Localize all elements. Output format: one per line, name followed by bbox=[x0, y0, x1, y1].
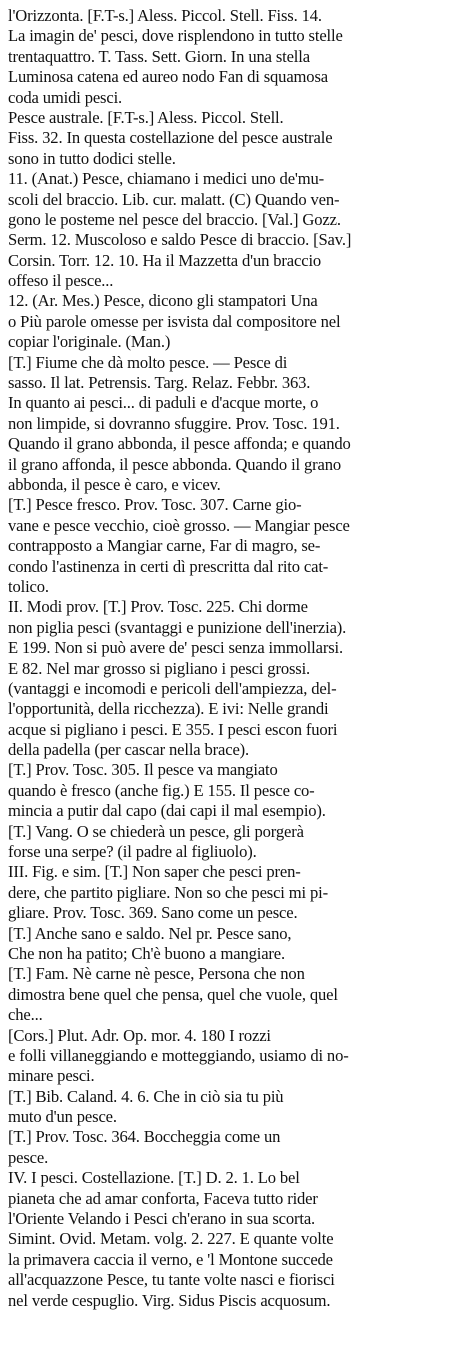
text-line: dimostra bene quel che pensa, quel che vuole, quel bbox=[8, 984, 338, 1004]
text-line bbox=[8, 1311, 462, 1331]
text-line: muto d'un pesce. bbox=[8, 1107, 117, 1127]
text-line: II. Modi prov. [T.] Prov. Tosc. 225. Chi dorme bbox=[8, 597, 308, 617]
text-line: Corsin. Torr. 12. 10. Ha il Mazzetta d'un braccio bbox=[8, 250, 322, 270]
text-line: condo l'astinenza in certi dì prescritta dal rito cat- bbox=[8, 556, 329, 576]
text-line: 11. (Anat.) Pesce, chiamano i medici uno de'mu- bbox=[8, 169, 325, 189]
text-line: IV. I pesci. Costellazione. [T.] D. 2. 1. Lo bel bbox=[8, 1168, 300, 1188]
text-line: e folli villaneggiando e motteggiando, usiamo di no- bbox=[8, 1045, 349, 1065]
text-line: [T.] Anche sano e saldo. Nel pr. Pesce sano, bbox=[8, 923, 292, 943]
text-line: [T.] Fiume che dà molto pesce. — Pesce di bbox=[8, 352, 288, 372]
text-line: mincia a putir dal capo (dai capi il mal esempio). bbox=[8, 801, 326, 821]
text-line: Serm. 12. Muscoloso e saldo Pesce di braccio. [Sav.] bbox=[8, 230, 352, 250]
text-line: scoli del braccio. Lib. cur. malatt. (C) Quando ven- bbox=[8, 189, 340, 209]
text-line: o Più parole omesse per isvista dal compositore nel bbox=[8, 311, 341, 331]
text-line: Simint. Ovid. Metam. volg. 2. 227. E quante volte bbox=[8, 1229, 334, 1249]
text-line: sasso. Il lat. Petrensis. Targ. Relaz. Febbr. 363. bbox=[8, 373, 311, 393]
text-line: gono le posteme nel pesce del braccio. [Val.] Gozz. bbox=[8, 209, 341, 229]
text-line: Che non ha patito; Ch'è buono a mangiare. bbox=[8, 943, 286, 963]
text-line: offeso il pesce... bbox=[8, 271, 114, 291]
text-line: E 199. Non si può avere de' pesci senza immollarsi. bbox=[8, 638, 343, 658]
text-line: [T.] Vang. O se chiederà un pesce, gli porgerà bbox=[8, 821, 304, 841]
text-line: all'acquazzone Pesce, tu tante volte nasci e fiorisci bbox=[8, 1270, 335, 1290]
text-line: [T.] Pesce fresco. Prov. Tosc. 307. Carne gio- bbox=[8, 495, 302, 515]
text-line: che... bbox=[8, 1005, 43, 1025]
text-line: [T.] Prov. Tosc. 364. Boccheggia come un bbox=[8, 1127, 281, 1147]
text-line: forse una serpe? (il padre al figliuolo). bbox=[8, 842, 257, 862]
text-line: [T.] Prov. Tosc. 305. Il pesce va mangiato bbox=[8, 760, 278, 780]
text-line: l'opportunità, della ricchezza). E ivi: Nelle grandi bbox=[8, 699, 329, 719]
text-line: non limpide, si dovranno sfuggire. Prov. Tosc. 191. bbox=[8, 413, 340, 433]
text-line: coda umidi pesci. bbox=[8, 87, 123, 107]
text-line: quando è fresco (anche fig.) E 155. Il pesce co- bbox=[8, 780, 315, 800]
text-line: In quanto ai pesci... di paduli e d'acque morte, o bbox=[8, 393, 319, 413]
text-line: [T.] Fam. Nè carne nè pesce, Persona che non bbox=[8, 964, 305, 984]
text-line: la primavera caccia il verno, e 'l Montone succede bbox=[8, 1249, 333, 1269]
text-line: minare pesci. bbox=[8, 1066, 95, 1086]
text-line: pianeta che ad amar conforta, Faceva tutto rider bbox=[8, 1188, 318, 1208]
text-line: trentaquattro. T. Tass. Sett. Giorn. In una stella bbox=[8, 46, 310, 66]
text-line: Pesce australe. [F.T-s.] Aless. Piccol. Stell. bbox=[8, 107, 284, 127]
text-line: [Cors.] Plut. Adr. Op. mor. 4. 180 I rozzi bbox=[8, 1025, 271, 1045]
text-line: copiar l'originale. (Man.) bbox=[8, 332, 171, 352]
text-line: della padella (per cascar nella brace). bbox=[8, 740, 250, 760]
text-line: vane e pesce vecchio, cioè grosso. — Mangiar pesce bbox=[8, 515, 350, 535]
text-line: dere, che partito pigliare. Non so che pesci mi pi- bbox=[8, 882, 328, 902]
text-line: III. Fig. e sim. [T.] Non saper che pesci pren- bbox=[8, 862, 301, 882]
text-line: acque si pigliano i pesci. E 355. I pesci escon fuori bbox=[8, 719, 338, 739]
text-line: il grano affonda, il pesce abbonda. Quando il grano bbox=[8, 454, 342, 474]
text-line: gliare. Prov. Tosc. 369. Sano come un pesce. bbox=[8, 903, 298, 923]
text-line: Luminosa catena ed aureo nodo Fan di squamosa bbox=[8, 67, 328, 87]
text-line: pesce. bbox=[8, 1147, 49, 1167]
text-line: nel verde cespuglio. Virg. Sidus Piscis acquosum. bbox=[8, 1290, 331, 1310]
text-line: non piglia pesci (svantaggi e punizione dell'inerzia). bbox=[8, 617, 347, 637]
text-line: La imagin de' pesci, dove risplendono in tutto stelle bbox=[8, 26, 343, 46]
text-line: Quando il grano abbonda, il pesce affonda; e quando bbox=[8, 434, 351, 454]
text-line: abbonda, il pesce è caro, e vicev. bbox=[8, 474, 221, 494]
text-line: Fiss. 32. In questa costellazione del pesce australe bbox=[8, 128, 333, 148]
text-line: sono in tutto dodici stelle. bbox=[8, 148, 176, 168]
text-line: (vantaggi e incomodi e pericoli dell'ampiezza, del- bbox=[8, 678, 337, 698]
text-line: [T.] Bib. Caland. 4. 6. Che in ciò sia tu più bbox=[8, 1086, 284, 1106]
text-line: l'Orizzonta. [F.T-s.] Aless. Piccol. Stell. Fiss. 14. bbox=[8, 6, 322, 25]
text-line: l'Oriente Velando i Pesci ch'erano in sua scorta. bbox=[8, 1209, 316, 1229]
text-line: contrapposto a Mangiar carne, Far di magro, se- bbox=[8, 536, 321, 556]
text-line: E 82. Nel mar grosso si pigliano i pesci grossi. bbox=[8, 658, 311, 678]
text-line: tolico. bbox=[8, 576, 49, 596]
text-line: 12. (Ar. Mes.) Pesce, dicono gli stampatori Una bbox=[8, 291, 318, 311]
